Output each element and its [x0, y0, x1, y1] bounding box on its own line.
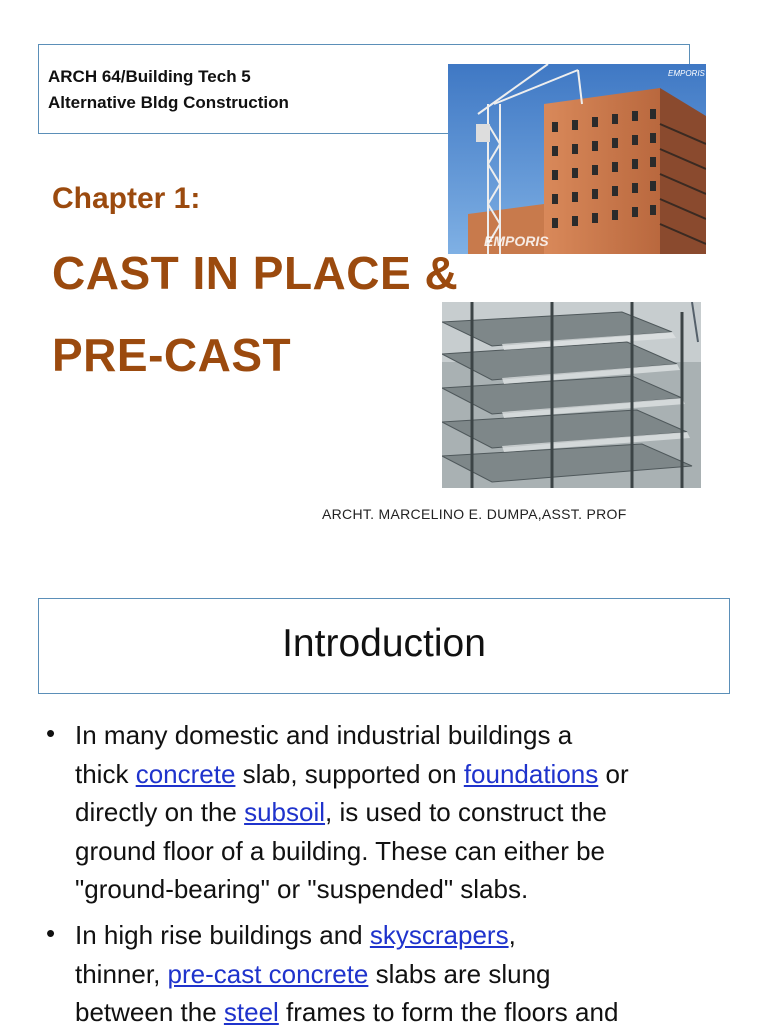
bullet-paragraph-2: [75, 916, 745, 1032]
section-title: Introduction: [282, 622, 486, 665]
text-line: In many domestic and industrial buildings a: [75, 720, 573, 750]
text-line: between the steel frames to form the floors and: [75, 997, 619, 1027]
bullet-marker: •: [46, 918, 56, 948]
link-skyscrapers[interactable]: skyscrapers: [369, 920, 509, 950]
text-line: ground floor of a building. These can either be: [75, 835, 605, 866]
link-subsoil[interactable]: subsoil: [244, 797, 326, 827]
title-line-1: CAST IN PLACE &: [52, 247, 459, 299]
building-crane-photo: [448, 64, 706, 254]
author-credit: ARCHT. MARCELINO E. DUMPA,ASST. PROF: [322, 506, 627, 522]
photo-watermark-small: EMPORIS: [668, 69, 705, 78]
text-line: "ground-bearing" or "suspended" slabs.: [75, 874, 529, 904]
link-pre-cast-concrete[interactable]: pre-cast concrete: [167, 958, 369, 989]
course-code: ARCH 64/Building Tech 5: [48, 67, 251, 86]
chapter-label: Chapter 1:: [52, 182, 201, 215]
link-steel[interactable]: steel: [223, 997, 279, 1027]
title-line-2: PRE-CAST: [52, 329, 292, 381]
bullet-marker: •: [46, 718, 56, 748]
text-line: In high rise buildings and skyscrapers,: [75, 920, 516, 950]
precast-slabs-photo: [442, 302, 701, 488]
link-foundations[interactable]: foundations: [463, 758, 599, 789]
text-line: thinner, pre-cast concrete slabs are slung: [75, 958, 551, 989]
text-line: directly on the subsoil, is used to construct the: [75, 797, 607, 827]
link-concrete[interactable]: concrete: [135, 758, 236, 789]
text-line: thick concrete slab, supported on foundations or: [75, 758, 629, 789]
course-subtitle: Alternative Bldg Construction: [48, 93, 289, 112]
bullet-paragraph-1: [75, 716, 745, 909]
photo-watermark-large: EMPORIS: [484, 233, 549, 249]
